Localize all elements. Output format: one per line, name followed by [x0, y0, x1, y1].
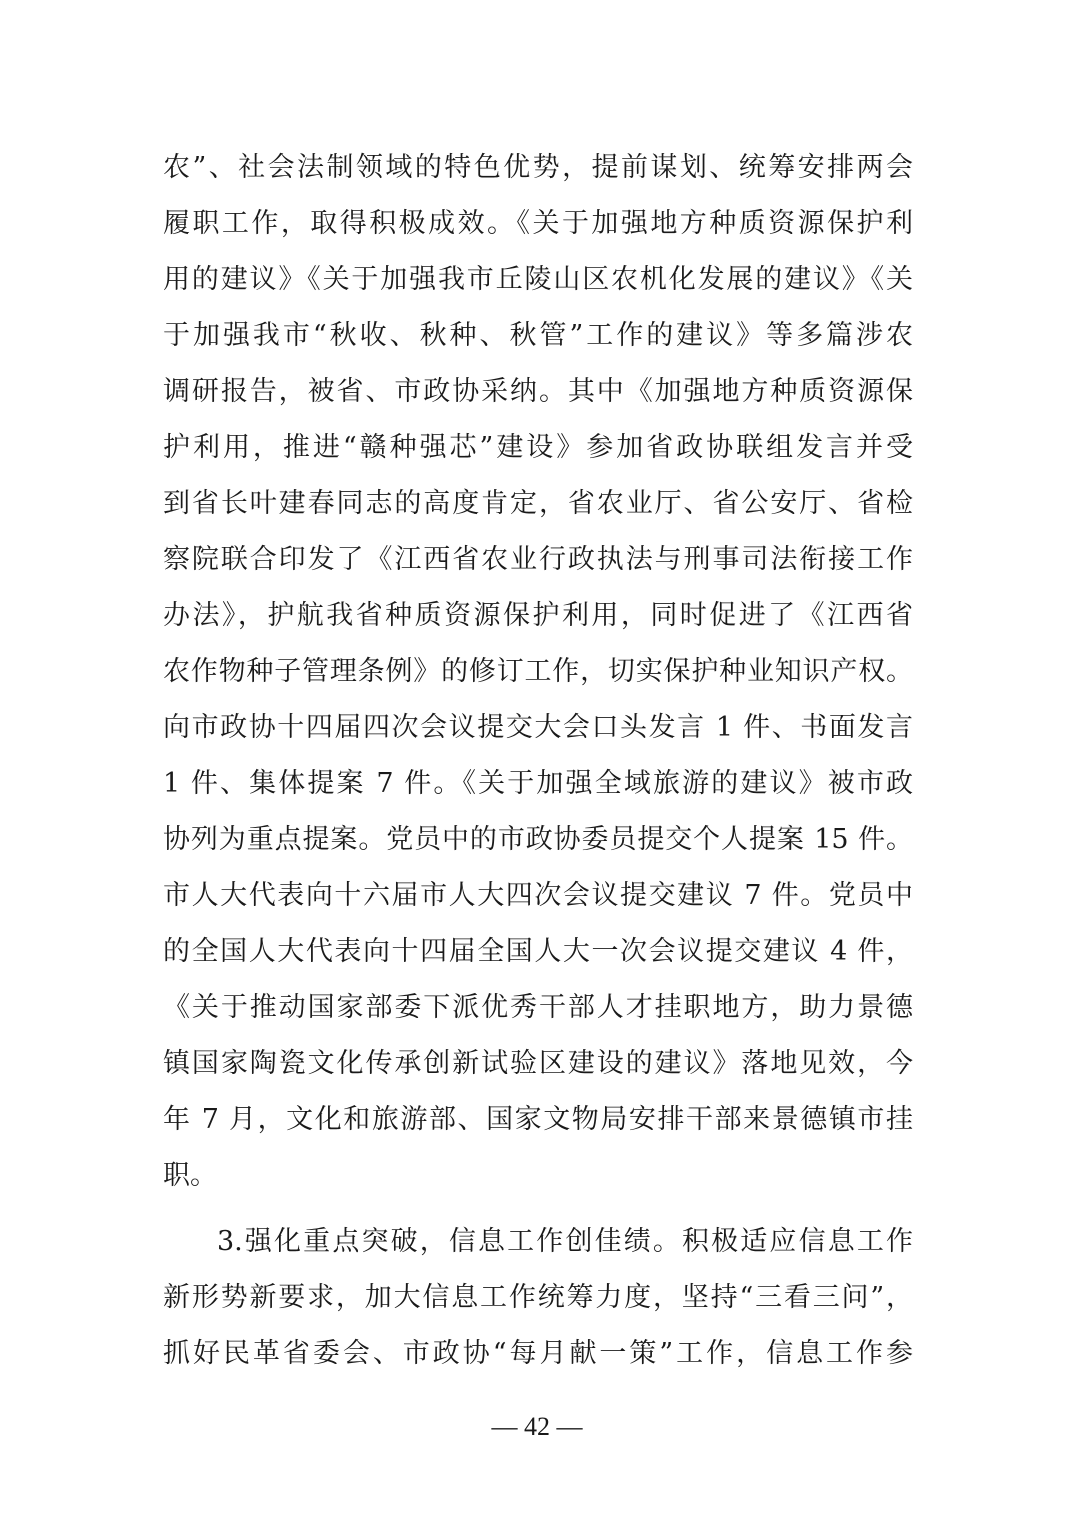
text-line: 向市政协十四届四次会议提交大会口头发言 1 件、书面发言: [163, 712, 913, 743]
text-line: 用的建议》《关于加强我市丘陵山区农机化发展的建议》《关: [163, 264, 913, 295]
page-number: — 42 —: [491, 1412, 583, 1441]
text-line: 的全国人大代表向十四届全国人大一次会议提交建议 4 件，: [163, 936, 913, 967]
text-line: 年 7 月，文化和旅游部、国家文物局安排干部来景德镇市挂: [163, 1104, 913, 1135]
text-line: 到省长叶建春同志的高度肯定，省农业厅、省公安厅、省检: [163, 488, 913, 519]
text-line: 履职工作，取得积极成效。《关于加强地方种质资源保护利: [163, 208, 913, 239]
body-text: [163, 140, 913, 1382]
paragraph-gap: [163, 1204, 913, 1214]
text-line: 察院联合印发了《江西省农业行政执法与刑事司法衔接工作: [163, 544, 913, 575]
text-line: 调研报告，被省、市政协采纳。其中《加强地方种质资源保: [163, 376, 913, 407]
text-line: 镇国家陶瓷文化传承创新试验区建设的建议》落地见效，今: [163, 1048, 913, 1079]
text-line: 协列为重点提案。党员中的市政协委员提交个人提案 15 件。: [163, 824, 913, 855]
text-line: 新形势新要求，加大信息工作统筹力度，坚持“三看三问”，: [163, 1282, 913, 1313]
paragraph: [163, 140, 913, 1204]
text-line: 职。: [163, 1160, 217, 1191]
text-line: 护利用，推进“赣种强芯”建设》参加省政协联组发言并受: [163, 432, 913, 463]
text-line: 农作物种子管理条例》的修订工作，切实保护种业知识产权。: [163, 656, 913, 687]
text-line: 《关于推动国家部委下派优秀干部人才挂职地方，助力景德: [163, 992, 913, 1023]
text-line: 1 件、集体提案 7 件。《关于加强全域旅游的建议》被市政: [163, 768, 913, 799]
text-line: 市人大代表向十六届市人大四次会议提交建议 7 件。党员中: [163, 880, 913, 911]
text-line: 农”、社会法制领域的特色优势，提前谋划、统筹安排两会: [163, 152, 913, 183]
paragraph: [163, 1214, 913, 1382]
text-line: 3.强化重点突破，信息工作创佳绩。积极适应信息工作: [217, 1226, 913, 1257]
text-line: 办法》，护航我省种质资源保护利用，同时促进了《江西省: [163, 600, 913, 631]
text-line: 抓好民革省委会、市政协“每月献一策”工作，信息工作参: [163, 1338, 913, 1369]
text-line: 于加强我市“秋收、秋种、秋管”工作的建议》等多篇涉农: [163, 320, 913, 351]
